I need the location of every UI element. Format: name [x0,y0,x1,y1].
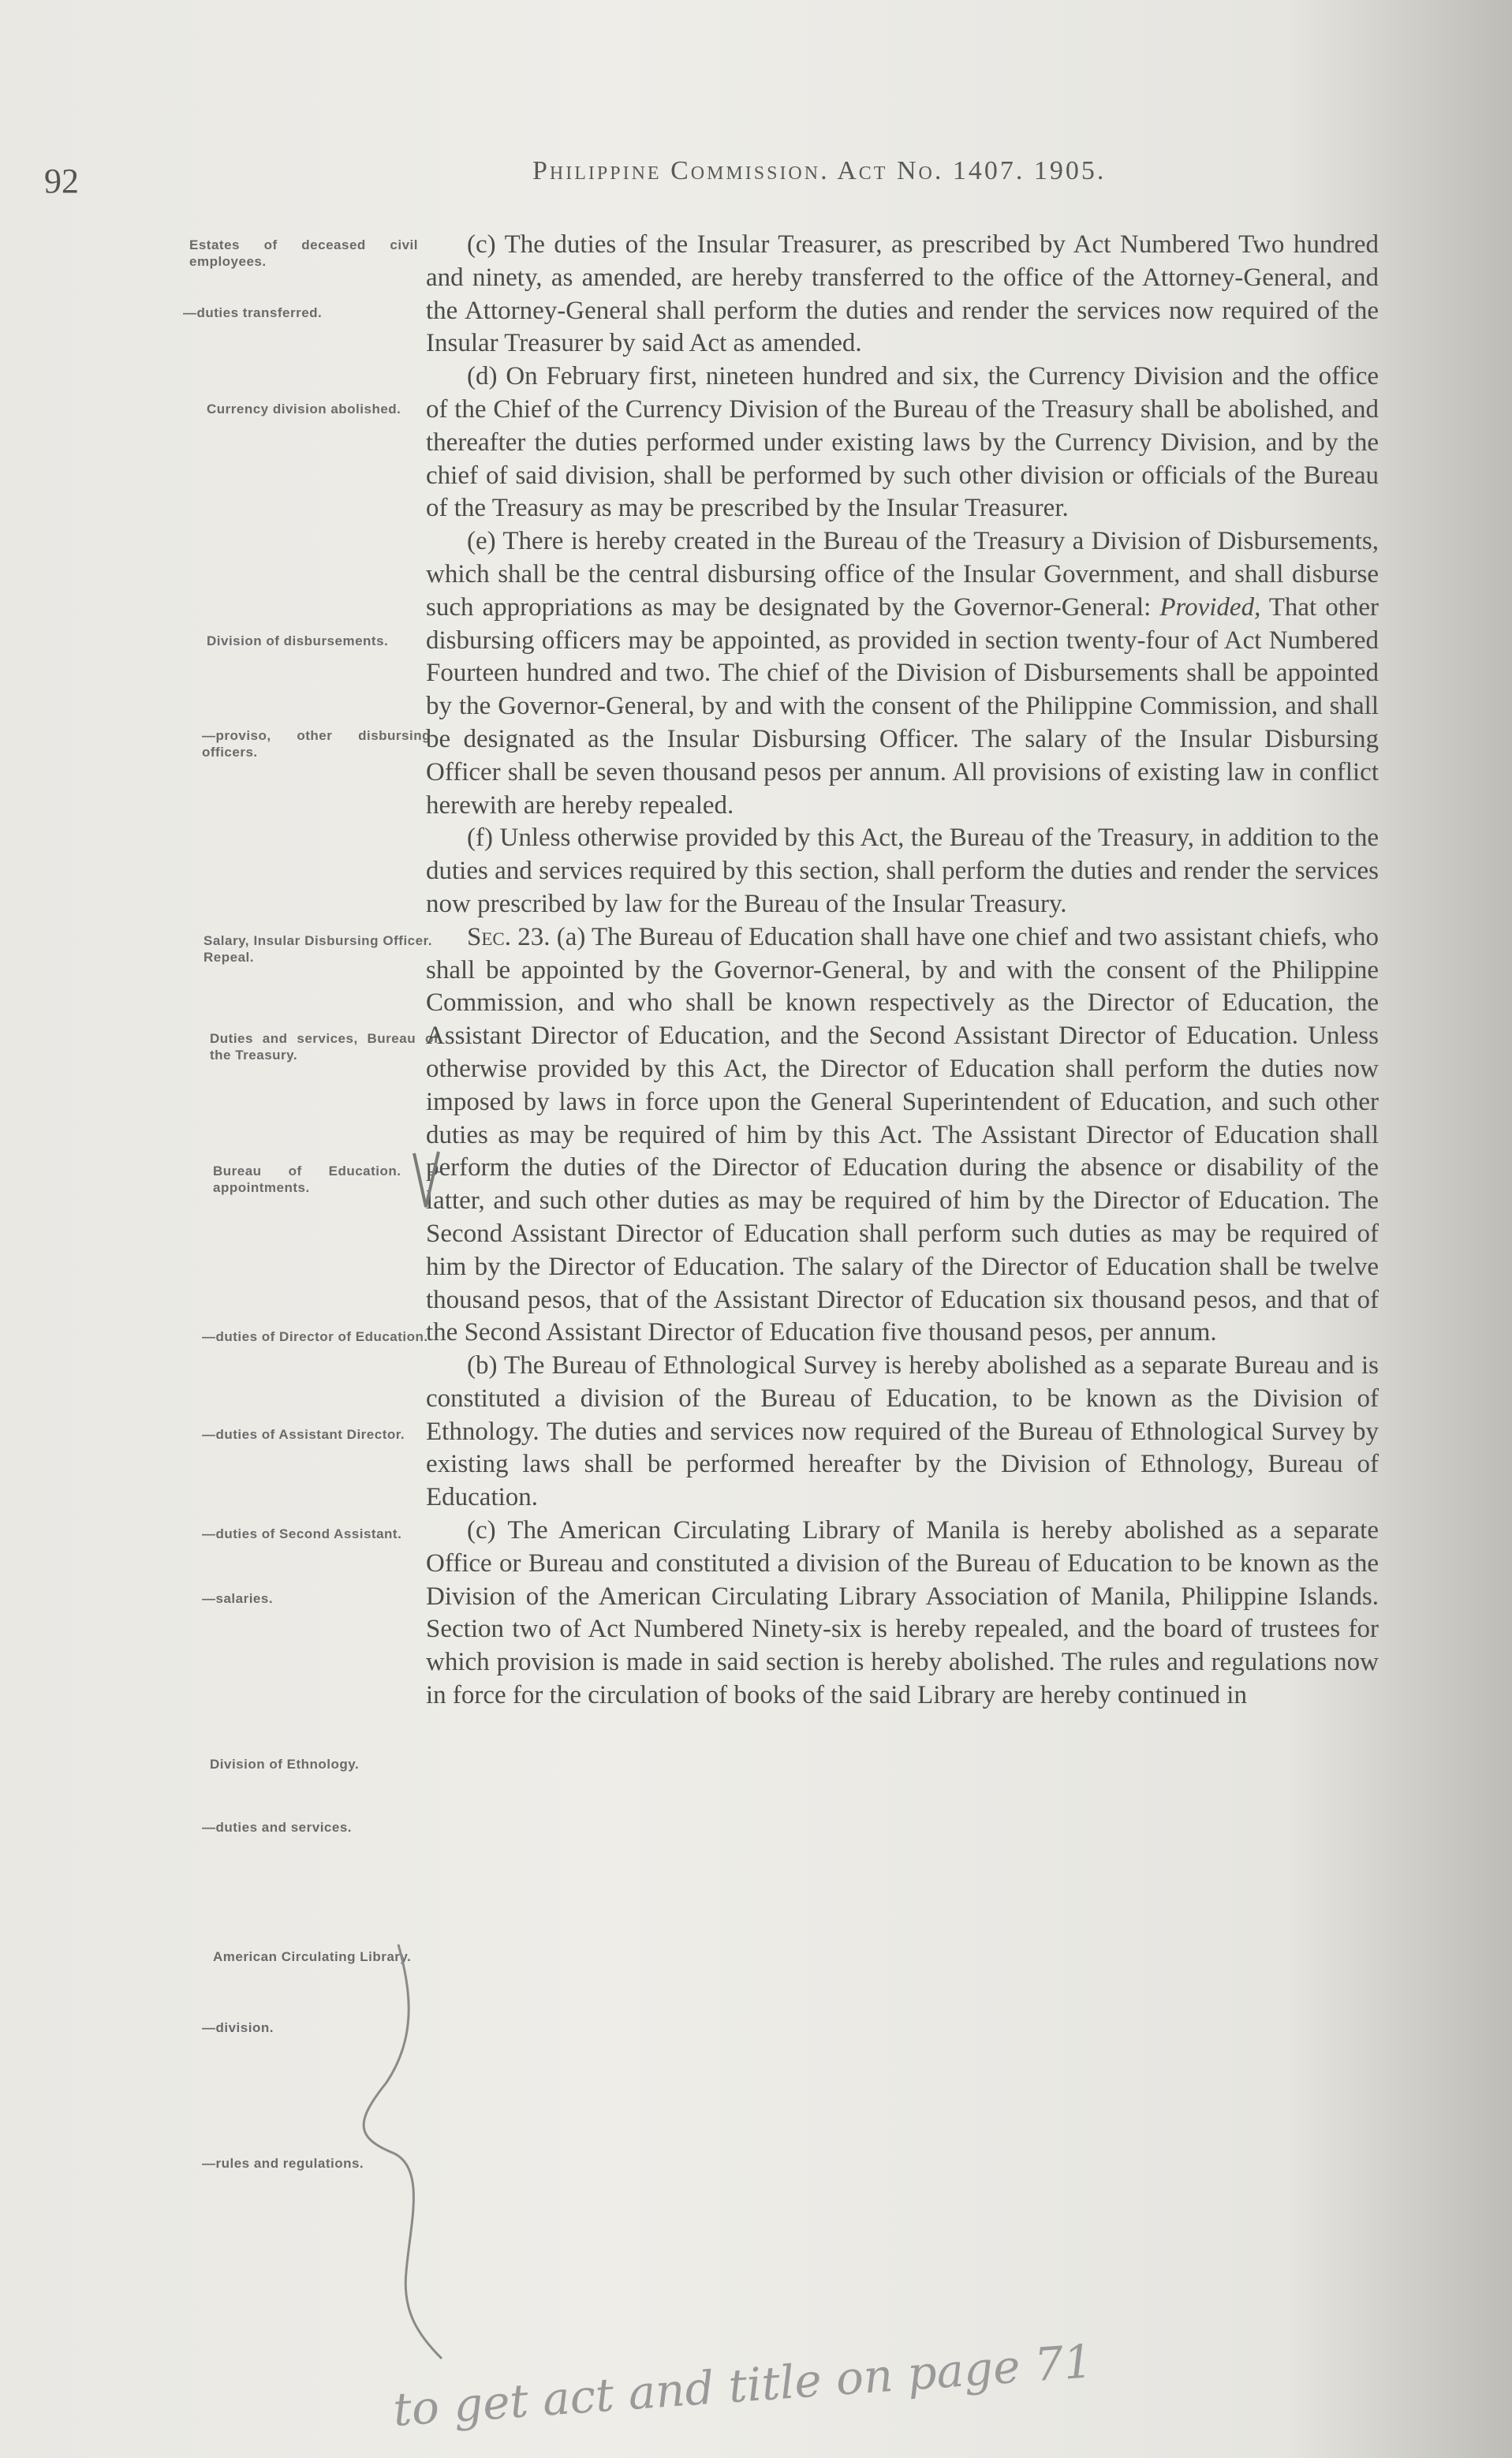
paragraph-e-provided: Provided, [1159,592,1261,622]
margin-note-duties-second-assistant: —duties of Second Assistant. [202,1526,402,1541]
margin-note-rules-regulations: —rules and regulations. [202,2156,364,2171]
paragraph-c-treasurer: (c) The duties of the Insular Treasurer, as prescribed by Act Numbered Two hundred and ninety, as amended, are hereby transferred to the office of the Attorney-General, and the Attorney-General shall perform the duties and render the services now required of the Insular Treasurer by said Act as amended. [426,230,1379,358]
page-number: 92 [44,162,79,200]
running-head: Philippine Commission. Act No. 1407. 1905. [532,156,1107,185]
body-text [426,229,1379,1713]
paragraph-e-text-2: That other disbursing officers may be appointed, as provided in section twenty-four of Act Numbered Fourteen hundred and two. The chief of the Division of Disbursements shall be appointed by the Governor-General, by and with the consent of the Philippine Commission, and shall be designated as the Insular Disbursing Officer. The salary of the Insular Disbursing Officer shall be seven thousand pesos per annum. All provisions of existing law in conflict herewith are hereby repealed. [426,592,1379,820]
margin-note-estates: Estates of deceased civil employees. [189,237,418,269]
handwritten-note: to get act and title on page 71 [391,2334,1095,2437]
margin-note-division-ethnology: Division of Ethnology. [210,1757,360,1772]
margin-note-duties-treasury: Duties and services, Bureau of the Treasury. [210,1031,439,1063]
margin-note-salaries: —salaries. [202,1591,274,1606]
margin-note-american-library: American Circulating Library. [213,1949,412,1964]
margin-note-duties-transferred: —duties transferred. [183,305,323,320]
margin-note-currency-division: Currency division abolished. [207,402,401,417]
paragraph-sec23-a [426,921,1379,1350]
paragraph-f-treasury: (f) Unless otherwise provided by this Act, the Bureau of the Treasury, in addition to the duties and services required by this section, shall perform the duties and render the services now prescribed by law for the Bureau of the Insular Treasury. [426,824,1379,918]
paragraph-sec23-a-text: (a) The Bureau of Education shall have one chief and two assistant chiefs, who shall be appointed by the Governor-General, by and with the consent of the Philippine Commission, and who shall be known respectively as the Director of Education, the Assistant Director of Education, and the Second Assistant Director of Education. Unless otherwise provided by this Act, the Director of Education shall perform the duties now imposed by laws in force upon the General Superintendent of Education, and such other duties as may be required of him by this Act. The Assistant Director of Education shall perform the duties of the Director of Education during the absence or disability of the latter, and such other duties as may be required of him by the Director of Education. The Second Assistant Director of Education shall perform such duties as may be required of him by the Director of Education. The salary of the Director of Education shall be twelve thousand pesos, that of the Assistant Director of Education six thousand pesos, and that of the Second Assistant Director of Education five thousand pesos, per annum. [426,922,1379,1347]
margin-note-bureau-education: Bureau of Education. —appointments. [213,1164,442,1195]
margin-note-duties-assistant: —duties of Assistant Director. [202,1427,405,1442]
paragraph-c-library: (c) The American Circulating Library of Manila is hereby abolished as a separate Office or Bureau and constituted a division of the Bureau of Education to be known as the Division of the American Circulating Library Association of Manila, Philippine Islands. Section two of Act Numbered Ninety-six is hereby repealed, and the board of trustees for which provision is made in said section is hereby abolished. The rules and regulations now in force for the circulation of books of the said Library are hereby continued in [426,1516,1379,1710]
margin-notes [0,0,442,2458]
margin-note-duties-director: —duties of Director of Education. [202,1329,428,1344]
paragraph-b-ethnology: (b) The Bureau of Ethnological Survey is hereby abolished as a separate Bureau and is constituted a division of the Bureau of Education, to be known as the Division of Ethnology. The duties and services now required of the Bureau of Ethnological Survey by existing laws shall be performed hereafter by the Division of Ethnology, Bureau of Education. [426,1351,1379,1512]
margin-note-division-disbursements: Division of disbursements. [207,633,389,648]
paragraph-e-text-1: (e) There is hereby created in the Bureau of the Treasury a Division of Disbursements, which shall be the central disbursing office of the Insular Government, and shall disburse such appropriations as may be designated by the Governor-General: [426,527,1379,622]
margin-note-division: —division. [202,2020,274,2035]
margin-note-salary-disbursing-officer: Salary, Insular Disbursing Officer. Repeal. [203,933,432,965]
paragraph-d-currency: (d) On February first, nineteen hundred and six, the Currency Division and the office of the Chief of the Currency Division of the Bureau of the Treasury shall be abolished, and thereafter the duties performed under existing laws by the Currency Division, and by the chief of said division, shall be performed by such other division or officials of the Bureau of the Treasury as may be prescribed by the Insular Treasurer. [426,362,1379,523]
section-23-label: Sec. 23. [467,922,551,951]
paragraph-e-disbursements [426,525,1379,822]
margin-note-duties-services: —duties and services. [202,1820,353,1835]
margin-note-proviso: —proviso, other disbursing officers. [202,728,431,760]
